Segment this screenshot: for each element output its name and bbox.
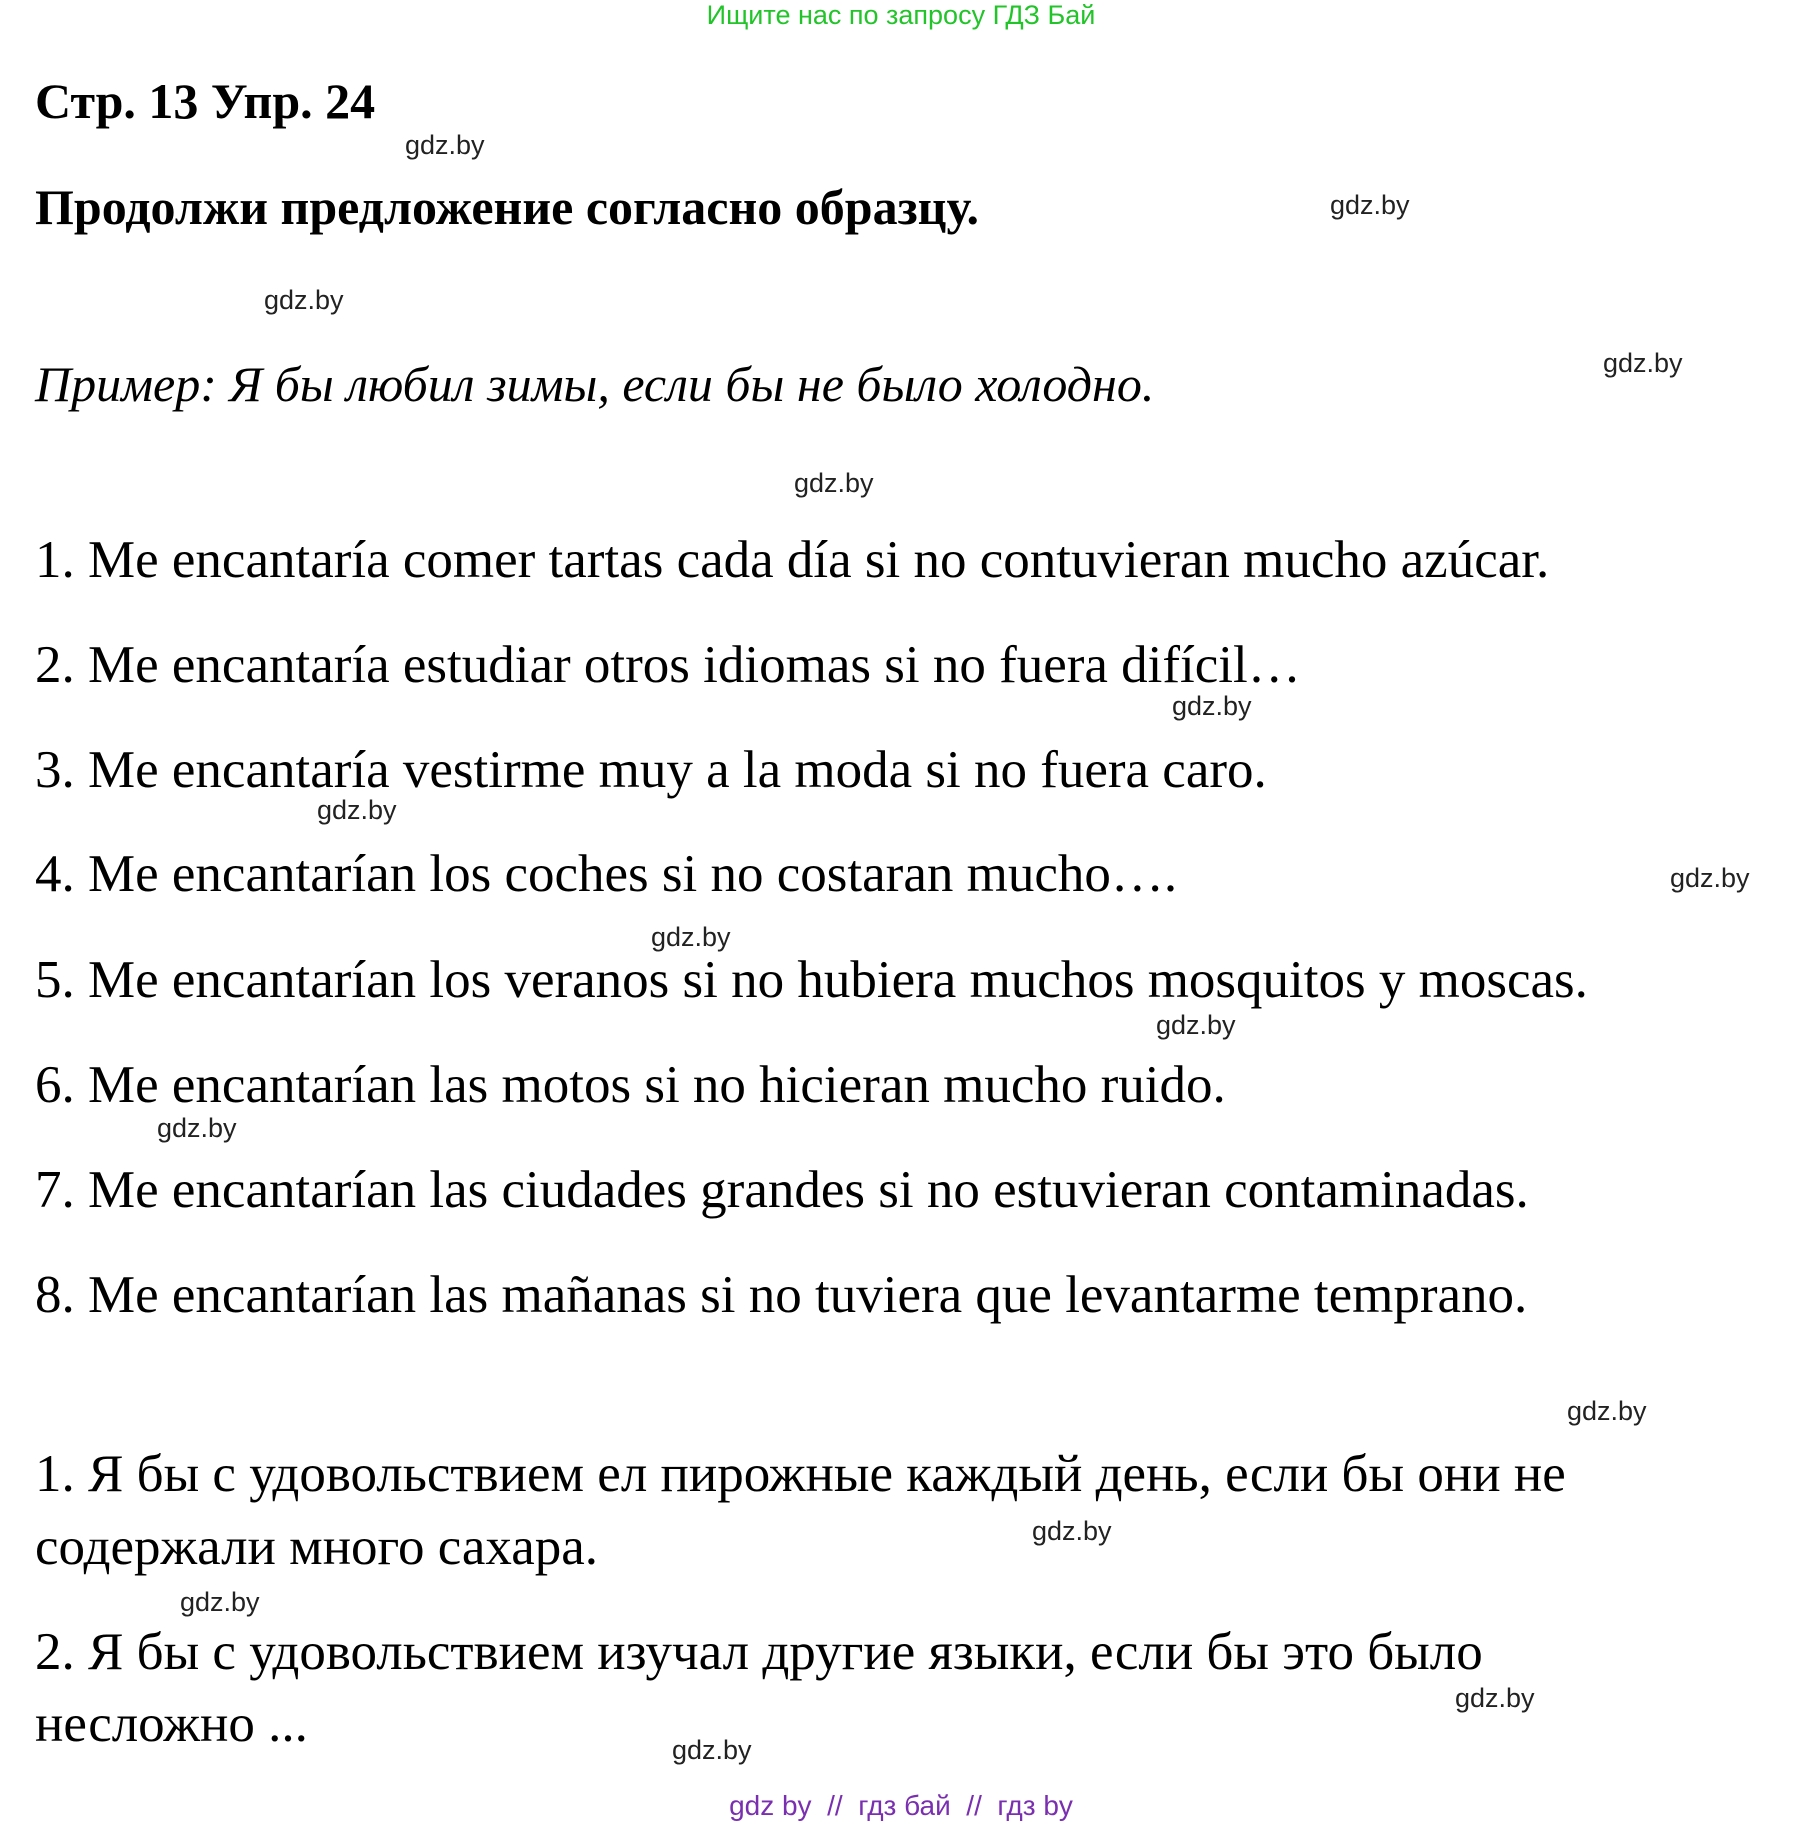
russian-line: 1. Я бы с удовольствием ел пирожные каждый день, если бы они не [35, 1445, 1566, 1503]
watermark: gdz.by [264, 285, 344, 315]
spanish-line: 5. Me encantarían los veranos si no hubiera muchos mosquitos y moscas. [35, 951, 1588, 1009]
page-title: Стр. 13 Упр. 24 [35, 73, 376, 129]
watermark: gdz.by [1455, 1683, 1535, 1713]
spanish-line: 2. Me encantaría estudiar otros idiomas si no fuera difícil… [35, 636, 1301, 694]
russian-line: несложно ... [35, 1695, 308, 1753]
spanish-line: 7. Me encantarían las ciudades grandes si no estuvieran contaminadas. [35, 1161, 1529, 1219]
russian-line: содержали много сахара. [35, 1518, 599, 1576]
watermark: gdz.by [672, 1735, 752, 1765]
watermark: gdz.by [1330, 190, 1410, 220]
footer-links: gdz by // гдз бай // гдз by [729, 1790, 1073, 1821]
instruction: Продолжи предложение согласно образцу. [35, 179, 979, 235]
watermark: gdz.by [180, 1587, 260, 1617]
watermark: gdz.by [1670, 863, 1750, 893]
watermark: gdz.by [317, 795, 397, 825]
watermark: gdz.by [157, 1113, 237, 1143]
spanish-line: 3. Me encantaría vestirme muy a la moda si no fuera caro. [35, 741, 1267, 799]
spanish-line: 1. Me encantaría comer tartas cada día si no contuvieran mucho azúcar. [35, 531, 1550, 589]
watermark: gdz.by [794, 468, 874, 498]
spanish-line: 6. Me encantarían las motos si no hicieran mucho ruido. [35, 1056, 1226, 1114]
watermark: gdz.by [651, 922, 731, 952]
spanish-line: 8. Me encantarían las mañanas si no tuviera que levantarme temprano. [35, 1266, 1528, 1324]
spanish-line: 4. Me encantarían los coches si no costaran mucho…. [35, 845, 1178, 903]
watermark: gdz.by [1603, 348, 1683, 378]
search-banner: Ищите нас по запросу ГДЗ Бай [706, 0, 1096, 30]
russian-line: 2. Я бы с удовольствием изучал другие языки, если бы это было [35, 1623, 1483, 1681]
watermark: gdz.by [1172, 691, 1252, 721]
watermark: gdz.by [405, 130, 485, 160]
watermark: gdz.by [1567, 1396, 1647, 1426]
watermark: gdz.by [1032, 1516, 1112, 1546]
example: Пример: Я бы любил зимы, если бы не было холодно. [35, 356, 1155, 412]
watermark: gdz.by [1156, 1010, 1236, 1040]
